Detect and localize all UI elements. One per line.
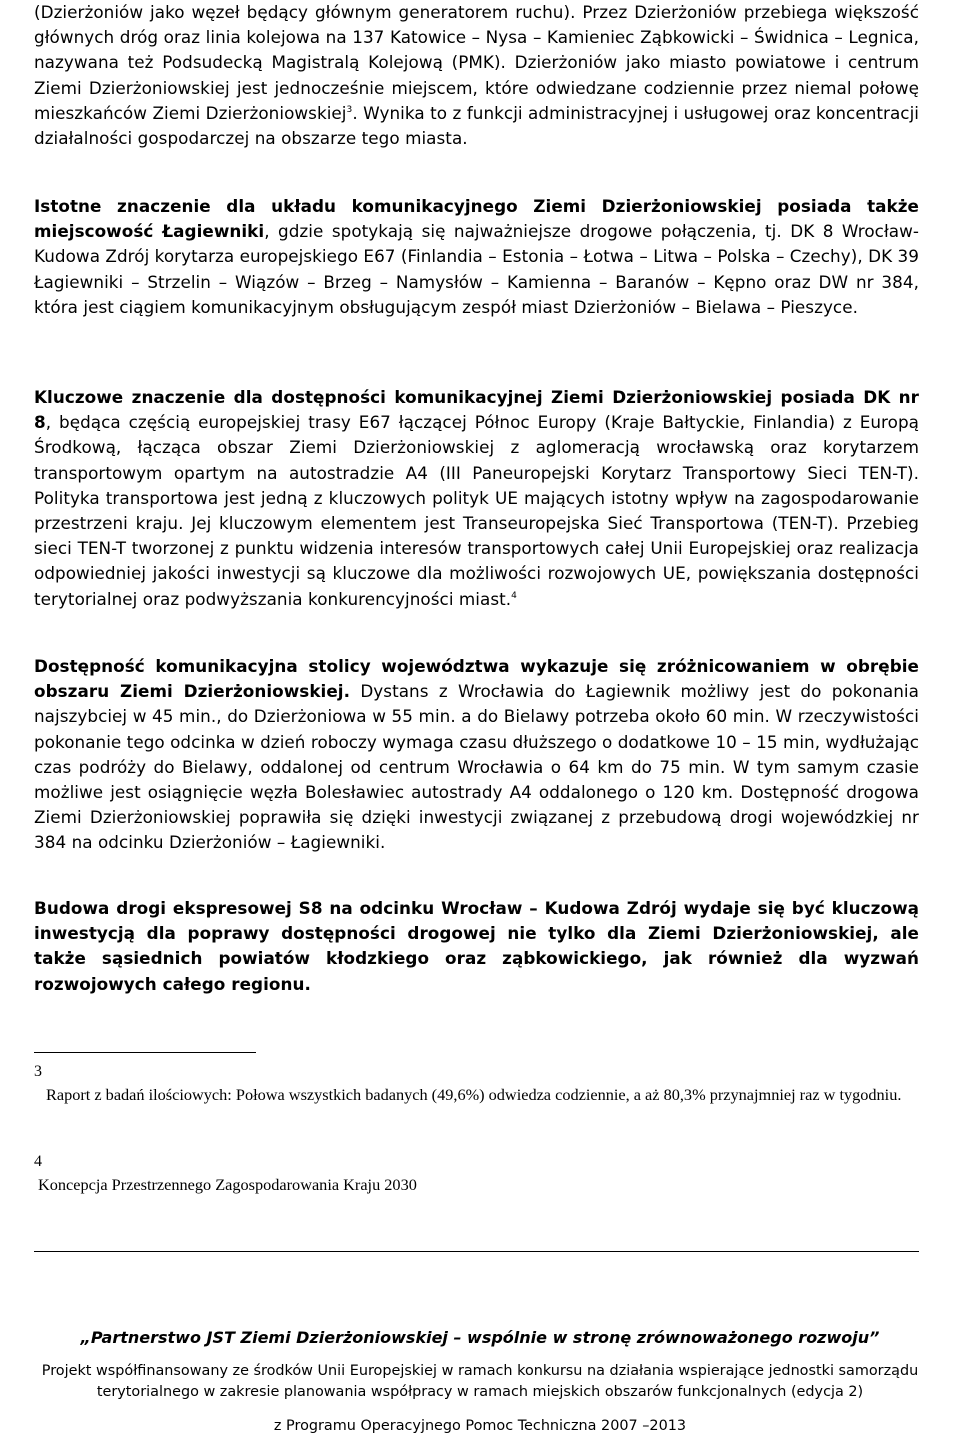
bold-lead: Kluczowe znaczenie dla dostępności komunikacyjnej Ziemi Dzierżoniowskiej posiada DK nr 8	[34, 387, 919, 433]
paragraph-dk8	[34, 385, 919, 612]
footer-programme-line: z Programu Operacyjnego Pomoc Techniczna 2007 –2013	[273, 1418, 687, 1434]
text-segment: , gdzie spotykają się najważniejsze drogowe połączenia, tj. DK 8 Wrocław-Kudowa Zdrój korytarza europejskiego E67 (Finlandia – Estonia – Łotwa – Litwa – Polska – Czechy), DK 39 Łagiewniki – Strzelin – Wiązów – Brzeg – Namysłów – Kamienna – Baranów – Kępno oraz DW nr 384, która jest ciągiem komunikacyjnym obsługującym zespół miast Dzierżoniów – Bielawa – Pieszyce.	[34, 221, 919, 317]
footnote-number: 4	[34, 1153, 42, 1170]
footer-separator	[34, 1251, 919, 1252]
text-segment: Dystans z Wrocławia do Łagiewnik możliwy jest do pokonania najszybciej w 45 min., do Dzierżoniowa w 55 min. a do Bielawy potrzeba około 60 min. W rzeczywistości pokonanie tego odcinka w dzień roboczy wymaga czasu dłuższego o dodatkowe 10 – 15 min, wydłużając czas podróży do Bielawy, oddalonej od centrum Wrocławia o 64 km do 75 min. W tym samym czasie możliwe jest osiągnięcie węzła Bolesławiec autostrady A4 oddalonego o 120 km. Dostępność drogowa Ziemi Dzierżoniowskiej poprawiła się dzięki inwestycji związanej z przebudową drogi wojewódzkiej nr 384 na odcinku Dzierżoniów – Łagiewniki.	[34, 681, 919, 853]
bold-text: Budowa drogi ekspresowej S8 na odcinku Wrocław – Kudowa Zdrój wydaje się być kluczową inwestycją dla poprawy dostępności drogowej nie tylko dla Ziemi Dzierżoniowskiej, ale także sąsiednich powiatów kłodzkiego oraz ząbkowickiego, jak również dla wyzwań rozwojowych całego regionu.	[34, 898, 919, 994]
footnote-ref-3[interactable]: 3	[346, 104, 353, 115]
footer-cofinancing-line: terytorialnego w zakresie planowania współpracy w ramach miejskich obszarów funkcjonalnych (edycja 2)	[96, 1384, 864, 1400]
paragraph-accessibility	[34, 654, 919, 856]
footnote-ref-4[interactable]: 4	[511, 590, 517, 601]
text-segment: (Dzierżoniów jako węzeł będący głównym generatorem ruchu). Przez Dzierżoniów przebiega większość głównych dróg oraz linia kolejowa na 137 Katowice – Nysa – Kamieniec Ząbkowicki – Świdnica – Legnica, nazywana też Podsudecką Magistralą Kolejową (PMK). Dzierżoniów jako miasto powiatowe i centrum Ziemi Dzierżoniowskiej jest jednocześnie miejscem, które odwiedzane codziennie przez niemal połowę mieszkańców Ziemi Dzierżoniowskiej	[34, 2, 919, 123]
footer-project-title: „Partnerstwo JST Ziemi Dzierżoniowskiej – wspólnie w stronę zrównoważonego rozwoju”	[80, 1328, 880, 1347]
footer-cofinancing-line: Projekt współfinansowany ze środków Unii Europejskiej w ramach konkursu na działania wspierające jednostki samorządu	[41, 1363, 919, 1379]
footnote-text: Raport z badań ilościowych: Połowa wszystkich badanych (49,6%) odwiedza codziennie, a aż 80,3% przynajmniej raz w tygodniu.	[46, 1085, 902, 1104]
bold-lead: Dostępność komunikacyjna stolicy województwa wykazuje się zróżnicowaniem w obrębie obszaru Ziemi Dzierżoniowskiej.	[34, 656, 919, 702]
text-segment: , będąca częścią europejskiej trasy E67 łączącej Północ Europy (Kraje Bałtyckie, Finlandia) z Europą Środkową, łącząca obszar Ziemi Dzierżoniowskiej z aglomeracją wrocławską oraz korytarzem transportowym opartym na autostradzie A4 (III Paneuropejski Korytarz Transportowy Sieci TEN-T). Polityka transportowa jest jedną z kluczowych polityk UE mających istotny wpływ na zagospodarowanie przestrzeni kraju. Jej kluczowym elementem jest Transeuropejska Sieć Transportowa (TEN-T). Przebieg sieci TEN-T tworzonej z punktu widzenia interesów transportowych całej Unii Europejskiej oraz realizacja odpowiedniej jakości inwestycji są kluczowe dla możliwości rozwojowych UE, powiększania dostępności terytorialnej oraz podwyższania konkurencyjności miast.	[34, 412, 919, 609]
footnote-text: Koncepcja Przestrzennego Zagospodarowania Kraju 2030	[38, 1175, 417, 1194]
text-segment: . Wynika to z funkcji administracyjnej i usługowej oraz koncentracji działalności gospodarczej na obszarze tego miasta.	[34, 102, 919, 149]
paragraph-s8-expressway	[34, 896, 919, 997]
footnote-separator	[34, 1052, 256, 1053]
paragraph-pmk-railway	[34, 0, 919, 151]
footnote-number: 3	[34, 1063, 42, 1080]
paragraph-lagiewniki	[34, 194, 919, 320]
bold-lead: Istotne znaczenie dla układu komunikacyjnego Ziemi Dzierżoniowskiej posiada także miejscowość Łagiewniki	[34, 196, 919, 242]
